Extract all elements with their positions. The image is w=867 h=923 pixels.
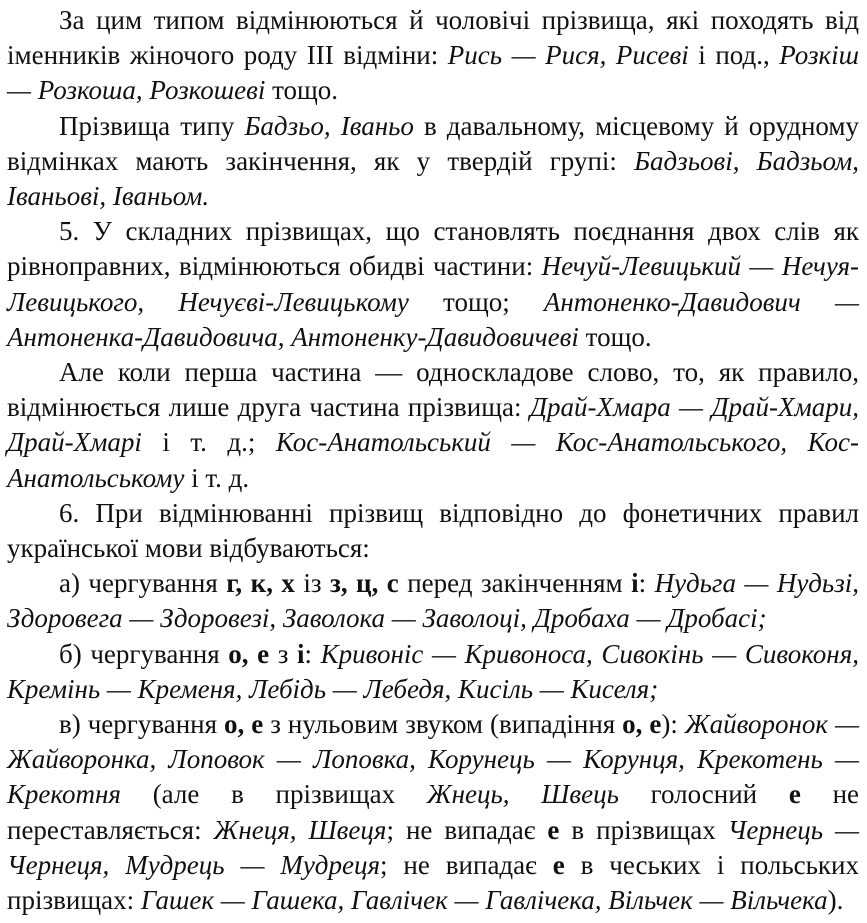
paragraph-6 bbox=[7, 566, 859, 636]
paragraph-7 bbox=[7, 637, 859, 707]
paragraph-8 bbox=[7, 707, 859, 918]
text: тощо; bbox=[408, 286, 544, 317]
text: ; не випадає bbox=[380, 849, 553, 880]
example: Розкіш — Розкоша, Розкошеві bbox=[7, 40, 859, 106]
letters: е bbox=[552, 849, 565, 880]
text: голосний bbox=[618, 779, 789, 810]
example: Рись — Рися, Рисеві bbox=[447, 40, 689, 71]
text: перед закінченням bbox=[398, 568, 632, 599]
text: ): bbox=[661, 709, 685, 740]
text: 6. При відмінюванні прізвищ відповідно до фонетичних правил української мови відбуваються: bbox=[7, 497, 859, 564]
letters: і bbox=[631, 568, 639, 599]
text: з bbox=[269, 638, 298, 669]
example: Жнець, Швець bbox=[426, 779, 619, 810]
letters: і bbox=[297, 638, 305, 669]
paragraph-1 bbox=[7, 3, 859, 109]
text: тощо. bbox=[265, 75, 339, 106]
example: Нечуй-Левицький — Нечуя-Левицького, Нечуєві-Левицькому bbox=[7, 251, 859, 317]
letters: з, ц, с bbox=[329, 568, 399, 599]
example: Драй-Хмара — Драй-Хмари, Драй-Хмарі bbox=[7, 392, 859, 458]
paragraph-3 bbox=[7, 214, 859, 355]
text: і т. д. bbox=[184, 462, 250, 493]
paragraph-5 bbox=[7, 496, 859, 566]
text: : bbox=[638, 568, 655, 599]
text: і под., bbox=[688, 40, 780, 71]
text: ; не випадає bbox=[386, 814, 548, 845]
text: а) чергування bbox=[59, 568, 227, 599]
letters: е bbox=[788, 779, 801, 810]
text: в чеських і польських прізвищах: bbox=[7, 849, 860, 916]
example: Бадзьові, Бадзьом, Іваньові, Іваньом. bbox=[7, 145, 859, 212]
text: в прізвищах bbox=[559, 814, 728, 845]
text: і т. д.; bbox=[141, 427, 276, 458]
example: Кривоніс — Кривоноса, Сивокінь — Сивоконя, Кремінь — Кременя, Лебідь — Лебедя, Кисіль — Киселя; bbox=[7, 638, 859, 704]
text: (але в прізвищах bbox=[120, 779, 427, 810]
text: із bbox=[294, 568, 330, 599]
letters: о, е bbox=[228, 638, 270, 669]
text: не переставляється: bbox=[7, 779, 859, 845]
text: в) чергування bbox=[59, 709, 225, 740]
text: 5. У складних прізвищах, що становлять поєднання двох слів як рівноправних, відмінюються обидві частини: bbox=[7, 216, 859, 282]
example: Жнеця, Швеця bbox=[213, 814, 387, 845]
text: : bbox=[304, 638, 321, 669]
text: в давальному, місцевому й орудному відмінках мають закінчення, як у твердій групі: bbox=[7, 110, 859, 176]
text: Прізвища типу bbox=[59, 110, 245, 141]
example: Нудьга — Нудьзі, Здоровега — Здоровезі, Заволока — Заволоці, Дробаха — Дробасі; bbox=[7, 568, 860, 634]
letters: е bbox=[547, 814, 560, 845]
paragraph-4 bbox=[7, 355, 859, 496]
letters: о, е bbox=[224, 709, 264, 740]
example: Жайворонок — Жайворонка, Лоповок — Лоповка, Корунець — Корунця, Крекотень — Крекотня bbox=[7, 709, 859, 810]
example: Антоненко-Давидович — Антоненка-Давидовича, Антоненку-Давидовичеві bbox=[7, 286, 859, 352]
paragraph-2 bbox=[7, 109, 859, 215]
example: Кос-Анатольський — Кос-Анатольського, Кос-Анатольському bbox=[7, 427, 859, 493]
text: з нульовим звуком (випадіння bbox=[263, 709, 623, 740]
letters: о, е bbox=[622, 709, 662, 740]
text: ). bbox=[827, 885, 844, 916]
letters: г, к, х bbox=[226, 568, 295, 599]
text: тощо. bbox=[578, 321, 652, 352]
example: Бадзьо, Іваньо bbox=[244, 110, 414, 141]
example: Гашек — Гашека, Гавлічек — Гавлічека, Вільчек — Вільчека bbox=[140, 885, 828, 916]
text: Але коли перша частина — односкладове слово, то, як правило, відмінюється лише друга частина прізвища: bbox=[7, 357, 859, 423]
example: Чернець — Чернеця, Мудрець — Мудреця bbox=[7, 814, 860, 880]
text: б) чергування bbox=[59, 638, 229, 669]
text: За цим типом відмінюються й чоловічі прізвища, які походять від іменників жіночого роду III відміни: bbox=[7, 5, 859, 71]
